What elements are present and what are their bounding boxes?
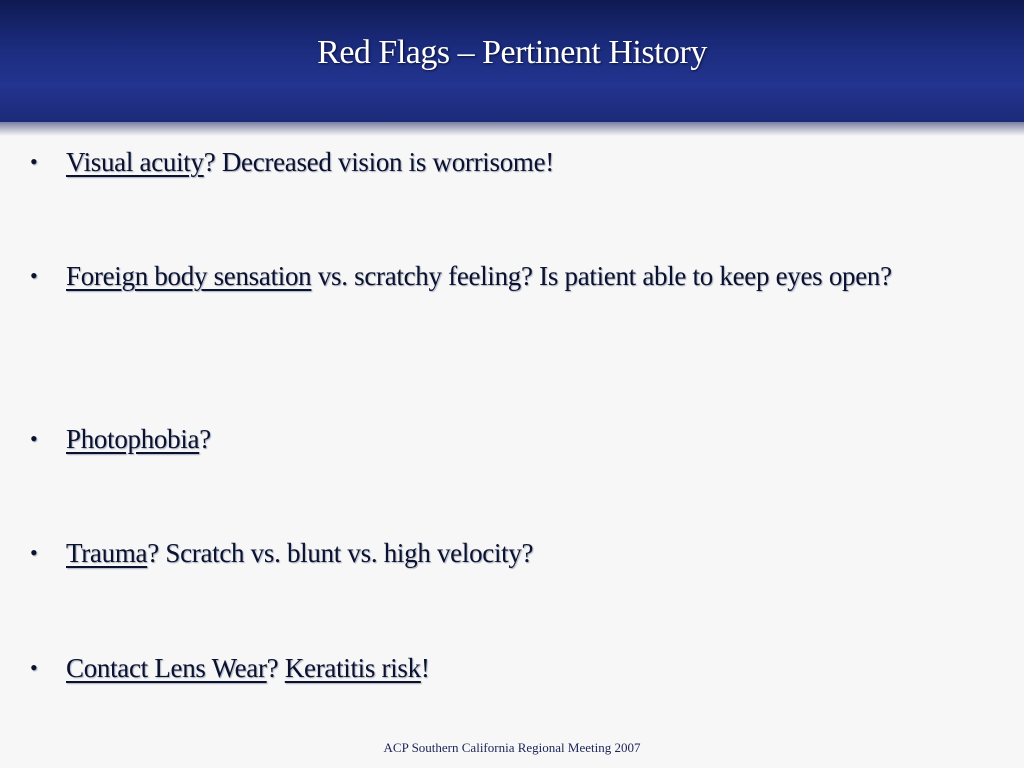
- bullet-text: [66, 252, 970, 300]
- underlined-term-keratitis: Keratitis risk: [284, 653, 421, 683]
- bullet-dot: •: [30, 655, 38, 680]
- bullet-item-visual-acuity: [30, 138, 970, 186]
- underlined-term: Photophobia: [66, 424, 200, 454]
- bullet-body: ?: [266, 653, 285, 683]
- bullet-body: vs. scratchy feeling? Is patient able to keep eyes open?: [311, 261, 892, 291]
- bullet-body: ?: [199, 424, 211, 454]
- bullet-item-contact-lens: [30, 644, 970, 692]
- underlined-term: Foreign body sensation: [66, 261, 312, 291]
- bullet-item-trauma: [30, 529, 970, 577]
- bullet-dot: •: [30, 540, 38, 565]
- underlined-term: Trauma: [66, 538, 148, 568]
- slide-footer: ACP Southern California Regional Meeting 2007: [383, 740, 641, 755]
- bullet-item-photophobia: [30, 415, 970, 463]
- bullet-text: [66, 138, 970, 186]
- bullet-dot: •: [30, 426, 38, 451]
- bullet-dot: •: [30, 149, 38, 174]
- bullet-body: ? Decreased vision is worrisome!: [203, 147, 554, 177]
- bullet-body-end: !: [420, 653, 430, 683]
- bullet-text: [66, 415, 970, 463]
- slide-title: Red Flags – Pertinent History: [317, 34, 707, 71]
- bullet-item-foreign-body: [30, 252, 970, 300]
- bullet-body: ? Scratch vs. blunt vs. high velocity?: [147, 538, 534, 568]
- bullet-text: [66, 529, 970, 577]
- title-band-shadow: [0, 122, 1024, 136]
- bullet-text: [66, 644, 970, 692]
- underlined-term: Contact Lens Wear: [66, 653, 267, 683]
- bullet-dot: •: [30, 263, 38, 288]
- underlined-term: Visual acuity: [66, 147, 204, 177]
